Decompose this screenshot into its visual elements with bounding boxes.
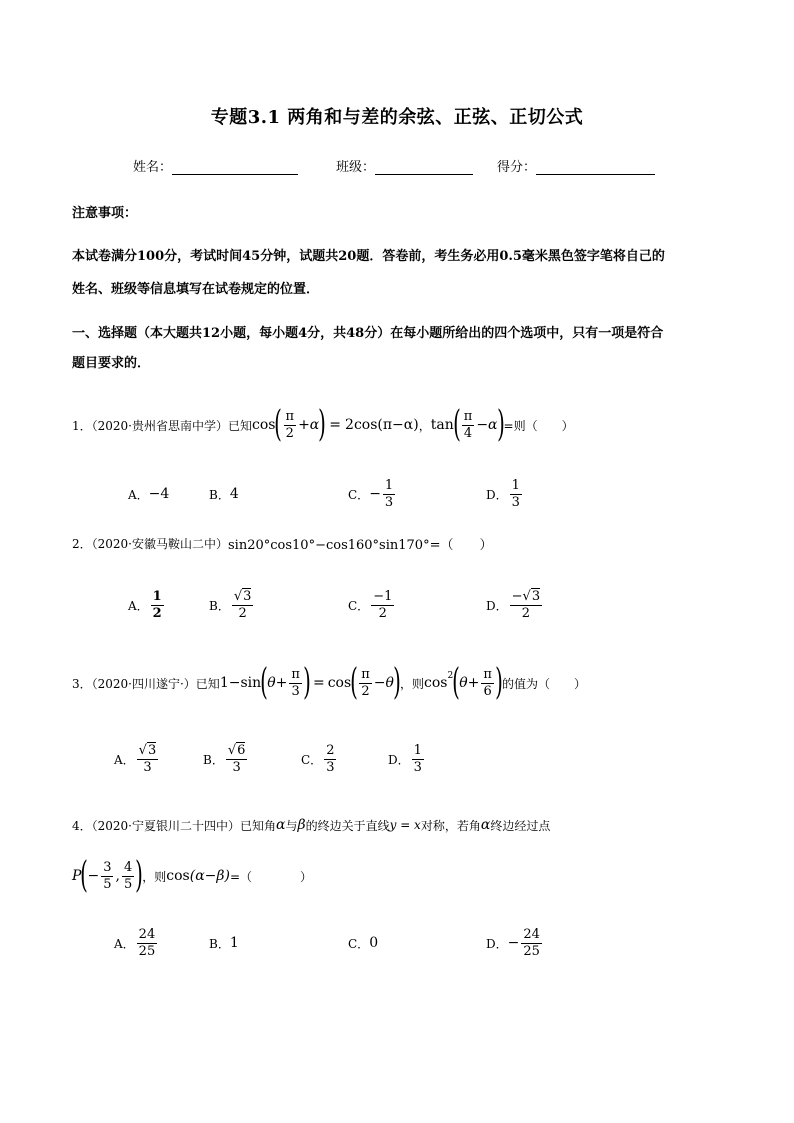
q1-rhs: 2cos(π−α) [345,417,419,433]
q4-paren-close: ) [135,855,144,896]
option-fraction [137,743,159,776]
q4-and: 与 [285,818,298,833]
score-blank[interactable] [536,160,655,175]
option-fraction [510,478,522,511]
option-num: 1 [511,477,520,493]
option-letter: D． [486,487,508,502]
score-label: 得分： [497,160,537,175]
option-letter: B． [209,598,230,613]
q3-frac-pi-3 [289,667,302,700]
option-value: 0 [369,935,379,951]
class-blank[interactable] [375,160,473,175]
q4-text-3: 终边经过点 [490,818,551,833]
q3-minus-theta: −θ [373,675,394,691]
option-letter: B． [209,936,230,951]
q3-one-minus-sin: 1−sin [219,675,262,691]
notice-line-2: 姓名、班级等信息填写在试卷规定的位置． [72,282,320,297]
q4-option-c[interactable] [348,924,378,962]
q2-option-a[interactable] [128,586,166,624]
q3-option-c[interactable] [301,740,338,778]
question-1 [72,403,574,447]
option-den: 3 [232,759,241,775]
q3-option-d[interactable] [388,740,426,778]
q1-frac-pi-4 [462,409,475,442]
name-blank[interactable] [172,160,298,175]
q3-frac3-num: π [483,666,492,682]
q1-tan-paren-open: ( [452,404,461,445]
option-num: 2 [326,742,335,758]
q1-frac-den: 2 [285,425,294,441]
section-heading-line-2: 题目要求的． [72,356,151,371]
q3-suffix: 的值为（ ） [502,676,587,691]
q1-option-d[interactable] [486,476,524,512]
question-2 [72,533,492,553]
option-letter: C． [348,598,370,613]
q4-alpha-2: α [480,817,491,833]
q3-paren3-close: ) [495,662,503,703]
q4-line-y-eq-x: y = x [389,818,421,832]
option-letter: C． [348,936,370,951]
option-sign: − [369,486,381,502]
q3-theta-plus: θ+ [267,675,288,691]
option-num: √3 [233,588,252,604]
q3-equals: = [312,675,325,691]
q2-option-c[interactable] [348,586,396,624]
q3-option-a[interactable] [114,740,160,778]
option-letter: B． [203,752,224,767]
q4-frac2-num: 4 [123,859,133,875]
q4-frac-num: 3 [103,859,112,875]
q4-alpha: α [276,817,286,833]
option-num: √6 [227,742,246,758]
option-den: 25 [138,943,156,959]
q3-option-b[interactable] [203,740,249,778]
q4-suffix: =（ ） [229,869,313,884]
q1-paren-open: ( [274,404,283,445]
score-field[interactable] [497,156,655,175]
q2-option-b[interactable] [209,586,255,624]
q2-option-d[interactable] [486,586,544,624]
option-letter: C． [348,487,370,502]
option-den: 3 [143,759,152,775]
q1-prefix: 1．（2020·贵州省思南中学）已知 [72,418,252,433]
option-letter: A． [128,487,149,502]
q4-option-d[interactable] [486,924,544,962]
q3-theta-plus-2: θ+ [459,675,480,691]
option-fraction [412,743,424,776]
page-title: 专题3.1 两角和与差的余弦、正弦、正切公式 [210,107,584,128]
option-den: 2 [238,605,247,621]
q3-paren3-open: ( [452,662,461,703]
option-den: 3 [326,759,335,775]
q3-frac-den: 3 [291,683,300,699]
option-num: 24 [138,926,156,942]
option-letter: D． [388,752,410,767]
option-den: 3 [413,759,422,775]
option-den: 2 [378,605,387,621]
q1-cos: cos [252,417,276,433]
option-letter: A． [114,936,135,951]
q4-expression: (α−β) [189,868,230,884]
q4-then: ，则 [142,869,167,884]
q1-paren-close: ) [318,404,327,445]
option-num: −√3 [511,588,541,604]
question-4-line-2 [72,853,312,899]
option-num: −1 [373,588,393,604]
q4-text-2: 对称，若角 [420,818,481,833]
option-value: 4 [229,486,239,502]
option-den: 25 [523,943,540,959]
option-letter: A． [128,598,149,613]
option-num: 24 [523,926,540,942]
q4-point-p: P [72,868,82,884]
question-3 [72,661,586,705]
option-fraction [521,927,542,960]
option-fraction [324,743,336,776]
option-den: 2 [521,605,530,621]
option-letter: D． [486,936,508,951]
option-letter: D． [486,598,508,613]
q3-frac3-den: 6 [483,683,492,699]
q3-frac-pi-2 [359,667,372,700]
q4-frac-4-5 [122,860,134,893]
q1-option-a[interactable] [128,476,169,512]
name-field[interactable] [133,156,298,175]
q3-superscript: 2 [447,671,454,681]
option-den: 2 [152,605,162,621]
option-fraction [226,743,248,776]
option-num: 1 [384,477,394,493]
q4-frac-3-5 [101,860,113,893]
q3-paren2-open: ( [350,662,359,703]
sqrt-radicand: 3 [147,742,157,758]
option-fraction [383,478,395,511]
q1-option-b[interactable] [209,476,239,512]
q4-text-1: 的终边关于直线 [305,818,390,833]
q3-frac2-num: π [361,666,370,682]
option-sign: − [507,935,520,951]
sqrt-radicand: 3 [243,588,252,604]
q4-paren-open: ( [80,855,89,896]
sqrt-radicand: 6 [237,742,246,758]
name-label: 姓名： [133,160,173,175]
q1-tan: tan [430,417,454,433]
q3-then: ，则 [399,676,424,691]
q1-plus-alpha: +α [298,417,320,433]
class-field[interactable] [336,156,473,175]
q1-suffix: =则（ ） [503,418,574,433]
q3-frac-pi-6 [481,667,494,700]
option-fraction [137,927,158,960]
sqrt-radicand: 3 [531,588,541,604]
option-num: 1 [413,742,422,758]
option-num: 1 [152,588,162,604]
option-letter: C． [301,752,323,767]
q4-minus: − [87,868,100,884]
q4-frac2-den: 5 [123,876,133,892]
q4-option-a[interactable] [114,924,159,962]
q4-cos: cos [166,868,190,884]
q1-frac2-den: 4 [463,425,473,441]
option-fraction [151,589,164,622]
q1-minus-alpha: −α [476,417,498,433]
option-num: √3 [138,742,157,758]
q1-frac-pi-2 [284,409,297,442]
q3-cos-squared: cos [423,675,448,691]
q4-prefix: 4．（2020·宁夏银川二十四中）已知角 [72,818,276,833]
notice-line-1: 本试卷满分100分，考试时间45分钟，试题共20题．答卷前，考生务必用0.5毫米黑色签字笔将自己的 [72,249,665,264]
q1-frac2-num: π [463,408,473,424]
notice-heading: 注意事项： [72,206,138,221]
option-letter: B． [209,487,230,502]
q3-paren-close: ) [303,662,311,703]
class-label: 班级： [336,160,376,175]
option-fraction [510,589,542,622]
q4-frac-den: 5 [103,876,112,892]
q3-paren-open: ( [260,662,269,703]
q3-cos: cos [327,675,352,691]
option-value: 1 [229,935,239,951]
q1-frac-num: π [285,408,295,424]
q1-comma: ， [418,418,431,433]
q1-tan-paren-close: ) [496,404,505,445]
option-fraction [232,589,254,622]
q3-paren2-close: ) [393,662,401,703]
q4-comma: , [115,868,120,884]
section-heading-line-1: 一、选择题（本大题共12小题，每小题4分，共48分）在每小题所给出的四个选项中，只有一项是符合 [72,326,664,341]
question-4-line-1 [72,815,550,835]
q3-prefix: 3．（2020·四川遂宁·）已知 [72,676,220,691]
option-fraction [371,589,394,622]
q2-prefix: 2．（2020·安徽马鞍山二中） [72,536,228,551]
option-value: −4 [148,486,170,502]
q1-option-c[interactable] [348,476,397,512]
q2-expression: sin20°cos10°−cos160°sin170°=（ ） [228,537,493,553]
option-den: 3 [384,494,394,510]
q4-option-b[interactable] [209,924,239,962]
q3-frac2-den: 2 [361,683,370,699]
q1-equals: = [329,417,342,433]
option-letter: A． [114,752,135,767]
option-den: 3 [511,494,520,510]
q3-frac-num: π [291,666,300,682]
q4-beta: β [297,817,306,833]
